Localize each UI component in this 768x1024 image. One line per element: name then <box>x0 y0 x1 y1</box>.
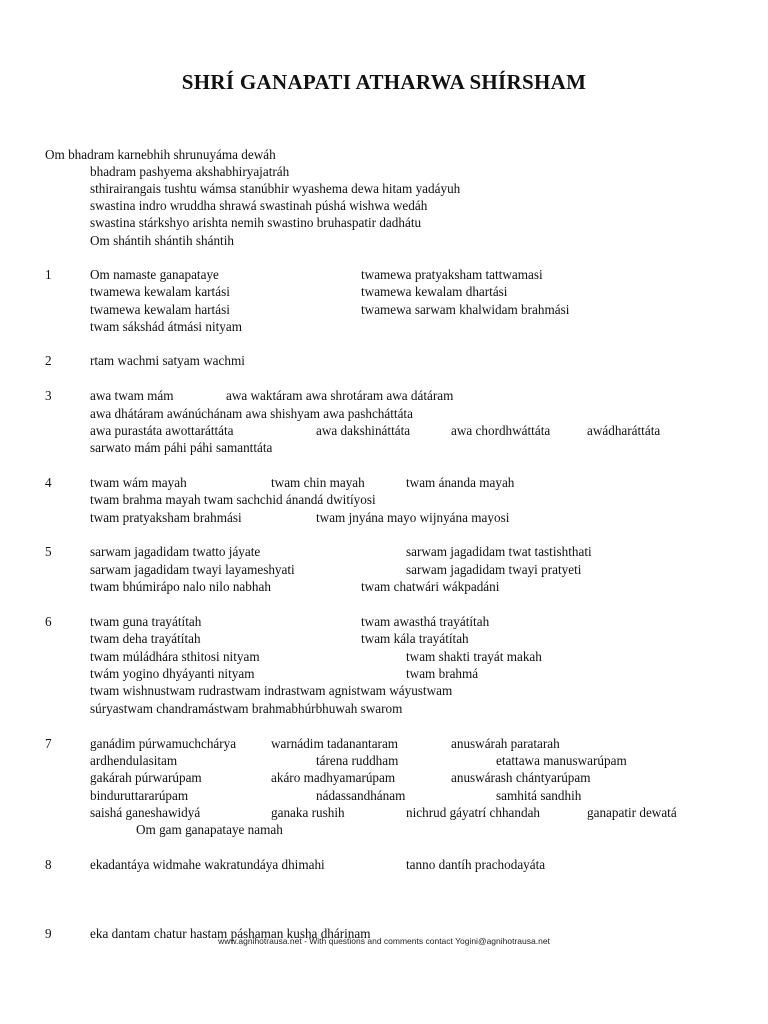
verse-1-text: twamewa pratyaksham tattwamasi <box>361 267 543 282</box>
verse-5-text: sarwam jagadidam twat tastishthati <box>406 544 592 559</box>
intro-line-6: Om shántih shántih shántih <box>90 233 234 248</box>
verse-6-text: súryastwam chandramástwam brahmabhúrbhuwah swarom <box>90 701 403 716</box>
verse-5-text: sarwam jagadidam twatto jáyate <box>90 544 261 559</box>
verse-number-2: 2 <box>45 353 52 368</box>
verse-3-text: awa dhátáram awánúchánam awa shishyam awa pashcháttáta <box>90 406 413 421</box>
verse-7-text: ardhendulasitam <box>90 753 178 768</box>
verse-4-text: twam pratyaksham brahmási <box>90 510 242 525</box>
verse-7-text: ganádim púrwamuchchárya <box>90 736 237 751</box>
intro-line-4: swastina indro wruddha shrawá swastinah púshá wishwa wedáh <box>90 198 428 213</box>
verse-5-text: sarwam jagadidam twayi pratyeti <box>406 562 582 577</box>
verse-5-text: sarwam jagadidam twayi layameshyati <box>90 562 295 577</box>
verse-4-text: twam jnyána mayo wijnyána mayosi <box>316 510 510 525</box>
verse-3-text: awa waktáram awa shrotáram awa dátáram <box>226 388 454 403</box>
intro-line-3: sthirairangais tushtu wámsa stanúbhir wyashema dewa hitam yadáyuh <box>90 181 461 196</box>
verse-7-text: ganaka rushih <box>271 805 345 820</box>
verse-number-1: 1 <box>45 267 52 282</box>
verse-1-text: twamewa kewalam kartási <box>90 284 230 299</box>
verse-number-5: 5 <box>45 544 52 559</box>
verse-7-text: etattawa manuswarúpam <box>496 753 627 768</box>
verse-1-text: twam sákshád átmási nityam <box>90 319 242 334</box>
verse-1-text: twamewa kewalam dhartási <box>361 284 508 299</box>
verse-3-text: awa dakshináttáta <box>316 423 411 438</box>
verse-6-text: twam guna trayátítah <box>90 614 202 629</box>
verse-3-text: awa twam mám <box>90 388 174 403</box>
intro-line-2: bhadram pashyema akshabhiryajatráh <box>90 164 290 179</box>
verse-1-text: Om namaste ganapataye <box>90 267 219 282</box>
verse-3-text: sarwato mám páhi páhi samanttáta <box>90 440 273 455</box>
verse-1-text: twamewa sarwam khalwidam brahmási <box>361 302 570 317</box>
verse-4-text: twam chin mayah <box>271 475 365 490</box>
verse-6-text: twam brahmá <box>406 666 479 681</box>
verse-number-7: 7 <box>45 736 52 751</box>
verse-3-text: awa chordhwáttáta <box>451 423 551 438</box>
verse-number-3: 3 <box>45 388 52 403</box>
page-footer: www.agnihotrausa.net - With questions and comments contact Yogini@agnihotrausa.net <box>218 936 550 946</box>
verse-8-text: ekadantáya widmahe wakratundáya dhimahi <box>90 857 325 872</box>
page-title: SHRÍ GANAPATI ATHARWA SHÍRSHAM <box>181 70 587 94</box>
verse-number-8: 8 <box>45 857 52 872</box>
verse-7-text: Om gam ganapataye namah <box>136 822 283 837</box>
verse-4-text: twam wám mayah <box>90 475 187 490</box>
verse-6-text: twam múládhára sthitosi nityam <box>90 649 260 664</box>
verse-7-text: anuswárash chántyarúpam <box>451 770 591 785</box>
verse-6-text: twam kála trayátítah <box>361 631 469 646</box>
verse-7-text: anuswárah paratarah <box>451 736 560 751</box>
verse-7-text: samhitá sandhih <box>496 788 582 803</box>
verse-number-4: 4 <box>45 475 52 490</box>
intro-line-1: Om bhadram karnebhih shrunuyáma dewáh <box>45 147 276 162</box>
verse-7-text: gakárah púrwarúpam <box>90 770 202 785</box>
verse-4-text: twam ánanda mayah <box>406 475 515 490</box>
verse-5-text: twam bhúmirápo nalo nilo nabhah <box>90 579 271 594</box>
verse-6-text: twam shakti trayát makah <box>406 649 542 664</box>
verse-7-text: akáro madhyamarúpam <box>271 770 396 785</box>
verse-6-text: twam deha trayátítah <box>90 631 201 646</box>
verse-4-text: twam brahma mayah twam sachchid ánandá dwitíyosi <box>90 492 376 507</box>
verse-7-text: ganapatir dewatá <box>587 805 677 820</box>
verse-7-text: saishá ganeshawidyá <box>90 805 201 820</box>
verse-number-6: 6 <box>45 614 52 629</box>
verse-5-text: twam chatwári wákpadáni <box>361 579 500 594</box>
verse-7-text: warnádim tadanantaram <box>271 736 399 751</box>
verse-7-text: nichrud gáyatrí chhandah <box>406 805 541 820</box>
verse-2-text: rtam wachmi satyam wachmi <box>90 353 245 368</box>
verse-3-text: awádharáttáta <box>587 423 661 438</box>
verse-6-text: twam wishnustwam rudrastwam indrastwam agnistwam wáyustwam <box>90 683 453 698</box>
verse-6-text: twam awasthá trayátítah <box>361 614 490 629</box>
verse-9-text: eka dantam chatur hastam páshaman kusha dhárinam <box>90 926 371 941</box>
verse-7-text: nádassandhánam <box>316 788 406 803</box>
verse-3-text: awa purastáta awottaráttáta <box>90 423 234 438</box>
verse-1-text: twamewa kewalam hartási <box>90 302 230 317</box>
verse-6-text: twám yogino dhyáyanti nityam <box>90 666 255 681</box>
verse-7-text: binduruttararúpam <box>90 788 189 803</box>
verse-number-9: 9 <box>45 926 52 941</box>
verse-8-text: tanno dantíh prachodayáta <box>406 857 546 872</box>
verse-7-text: tárena ruddham <box>316 753 399 768</box>
intro-line-5: swastina stárkshyo arishta nemih swastino bruhaspatir dadhátu <box>90 215 422 230</box>
